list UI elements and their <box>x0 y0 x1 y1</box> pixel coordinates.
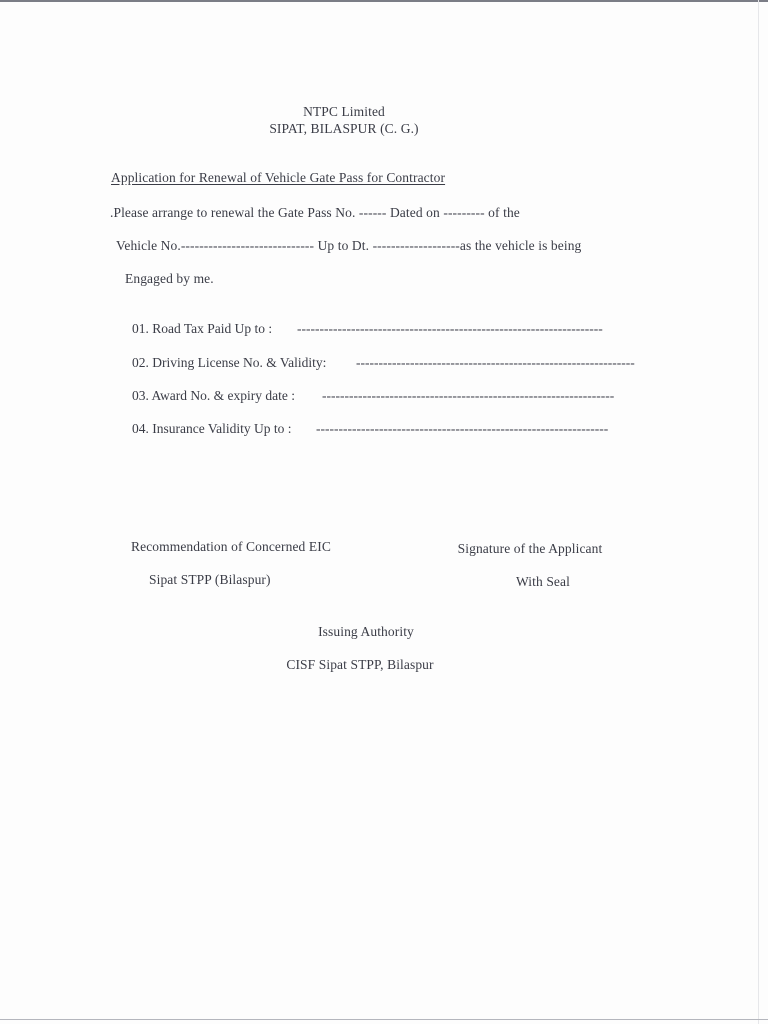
recommendation-label: Recommendation of Concerned EIC <box>131 539 331 554</box>
organization-name: NTPC Limited <box>303 104 385 119</box>
form-subject: Application for Renewal of Vehicle Gate Pass for Contractor <box>111 170 446 185</box>
body-line-3: Engaged by me. <box>125 271 214 286</box>
body-line-1: .Please arrange to renewal the Gate Pass No. ------ Dated on --------- of the <box>110 205 520 220</box>
page-top-edge <box>0 0 768 2</box>
field-label-award-no: 03. Award No. & expiry date : <box>132 388 295 403</box>
field-blank-award-no[interactable]: ----------------------------------------------------------------- <box>322 388 615 403</box>
field-label-driving-license: 02. Driving License No. & Validity: <box>132 355 327 370</box>
field-label-road-tax: 01. Road Tax Paid Up to : <box>132 321 273 336</box>
field-label-insurance: 04. Insurance Validity Up to : <box>132 421 292 436</box>
recommendation-sublabel: Sipat STPP (Bilaspur) <box>149 572 271 587</box>
body-line-2: Vehicle No.----------------------------- Up to Dt. -------------------as the vehicle is being <box>116 238 582 253</box>
issuing-authority-label: Issuing Authority <box>318 624 414 639</box>
page-bottom-edge <box>0 1019 768 1020</box>
issuing-authority-sublabel: CISF Sipat STPP, Bilaspur <box>286 657 434 672</box>
organization-location: SIPAT, BILASPUR (C. G.) <box>269 121 419 136</box>
field-blank-insurance[interactable]: ----------------------------------------------------------------- <box>316 421 609 436</box>
field-blank-driving-license[interactable]: -------------------------------------------------------------- <box>356 355 635 370</box>
field-blank-road-tax[interactable]: -------------------------------------------------------------------- <box>297 321 603 336</box>
page-right-edge <box>758 0 759 1024</box>
applicant-signature-label: Signature of the Applicant <box>457 541 603 556</box>
applicant-seal-label: With Seal <box>516 574 570 589</box>
